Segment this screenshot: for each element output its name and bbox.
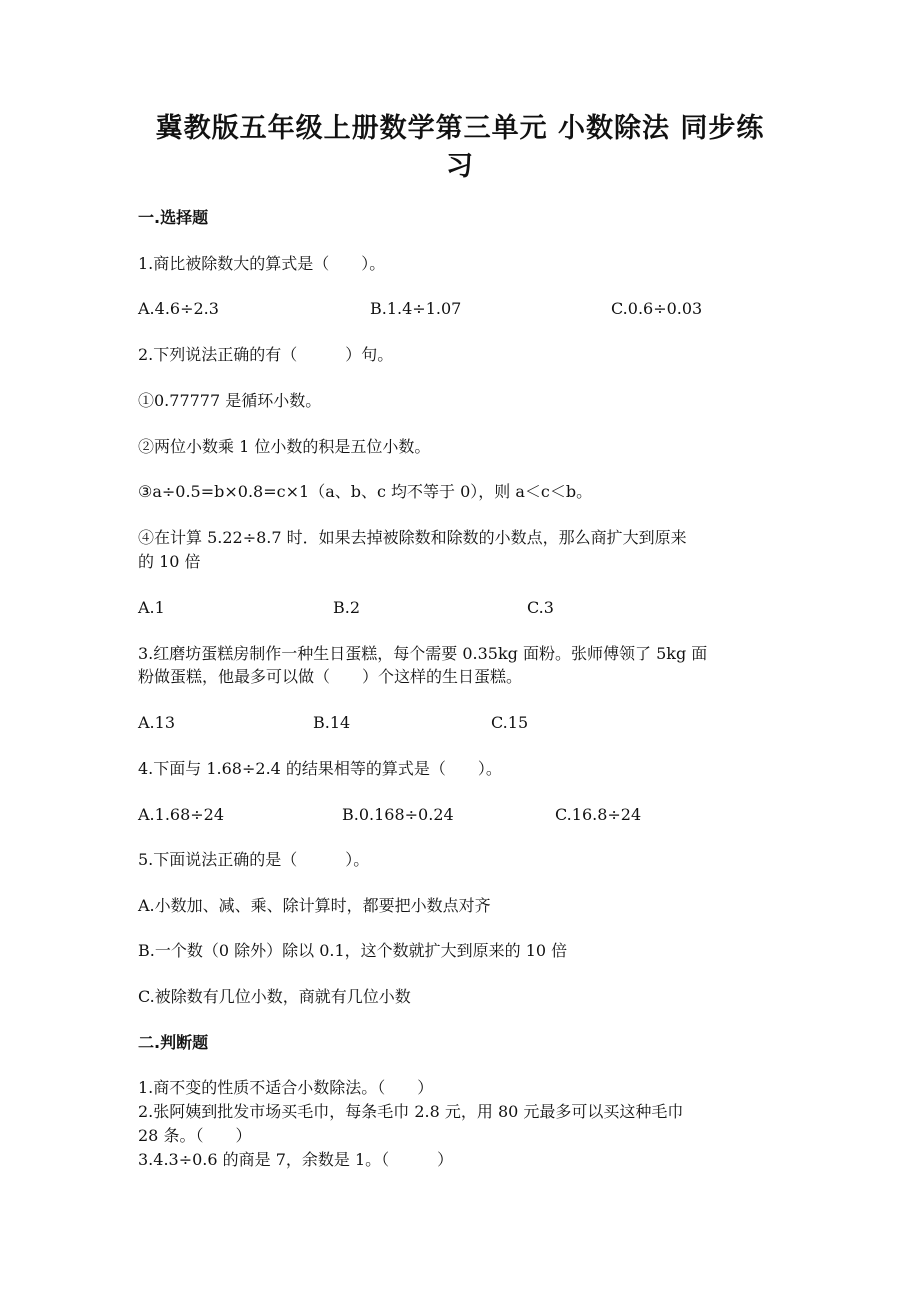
tf-question-2-line-2: 28 条。（ ） [138,1126,252,1145]
q2-statement-3: ③a÷0.5=b×0.8=c×1（a、b、c 均不等于 0），则 a＜c＜b。 [138,482,593,501]
q3-option-c: C.15 [491,713,529,732]
q5-option-c: C.被除数有几位小数，商就有几位小数 [138,987,411,1006]
q4-option-c: C.16.8÷24 [555,805,642,824]
question-5-text: 5.下面说法正确的是（ ）。 [138,850,370,869]
section-heading-choice: 一.选择题 [138,208,209,227]
q2-statement-4-line-2: 的 10 倍 [138,552,201,571]
question-3-line-2: 粉做蛋糕，他最多可以做（ ）个这样的生日蛋糕。 [138,667,523,686]
title-line-1: 冀教版五年级上册数学第三单元 小数除法 同步练 [155,113,765,144]
q2-statement-2: ②两位小数乘 1 位小数的积是五位小数。 [138,437,431,456]
q2-statement-4-line-1: ④在计算 5.22÷8.7 时．如果去掉被除数和除数的小数点，那么商扩大到原来 [138,528,687,547]
q1-option-c: C.0.6÷0.03 [611,299,703,318]
tf-question-2-line-1: 2.张阿姨到批发市场买毛巾，每条毛巾 2.8 元，用 80 元最多可以买这种毛巾 [138,1102,684,1121]
q4-option-a: A.1.68÷24 [138,805,225,824]
tf-question-3: 3.4.3÷0.6 的商是 7，余数是 1。（ ） [138,1150,454,1169]
q4-option-b: B.0.168÷0.24 [342,805,454,824]
q3-option-b: B.14 [313,713,351,732]
q5-option-b: B.一个数（0 除外）除以 0.1，这个数就扩大到原来的 10 倍 [138,941,568,960]
q2-statement-1: ①0.77777 是循环小数。 [138,391,322,410]
question-3-line-1: 3.红磨坊蛋糕房制作一种生日蛋糕，每个需要 0.35kg 面粉。张师傅领了 5kg 面 [138,644,708,663]
question-4-text: 4.下面与 1.68÷2.4 的结果相等的算式是（ ）。 [138,759,502,778]
q2-option-c: C.3 [527,598,554,617]
page-title [120,110,800,186]
title-line-2: 习 [446,151,474,182]
q1-option-b: B.1.4÷1.07 [370,299,462,318]
q5-option-a: A.小数加、减、乘、除计算时，都要把小数点对齐 [138,896,491,915]
tf-question-1: 1.商不变的性质不适合小数除法。（ ） [138,1078,434,1097]
q1-option-a: A.4.6÷2.3 [138,299,219,318]
q3-option-a: A.13 [138,713,175,732]
question-2-text: 2.下列说法正确的有（ ）句。 [138,345,394,364]
section-heading-true-false: 二.判断题 [138,1033,209,1052]
q2-option-b: B.2 [333,598,361,617]
q2-option-a: A.1 [138,598,165,617]
question-1-text: 1.商比被除数大的算式是（ ）。 [138,254,386,273]
